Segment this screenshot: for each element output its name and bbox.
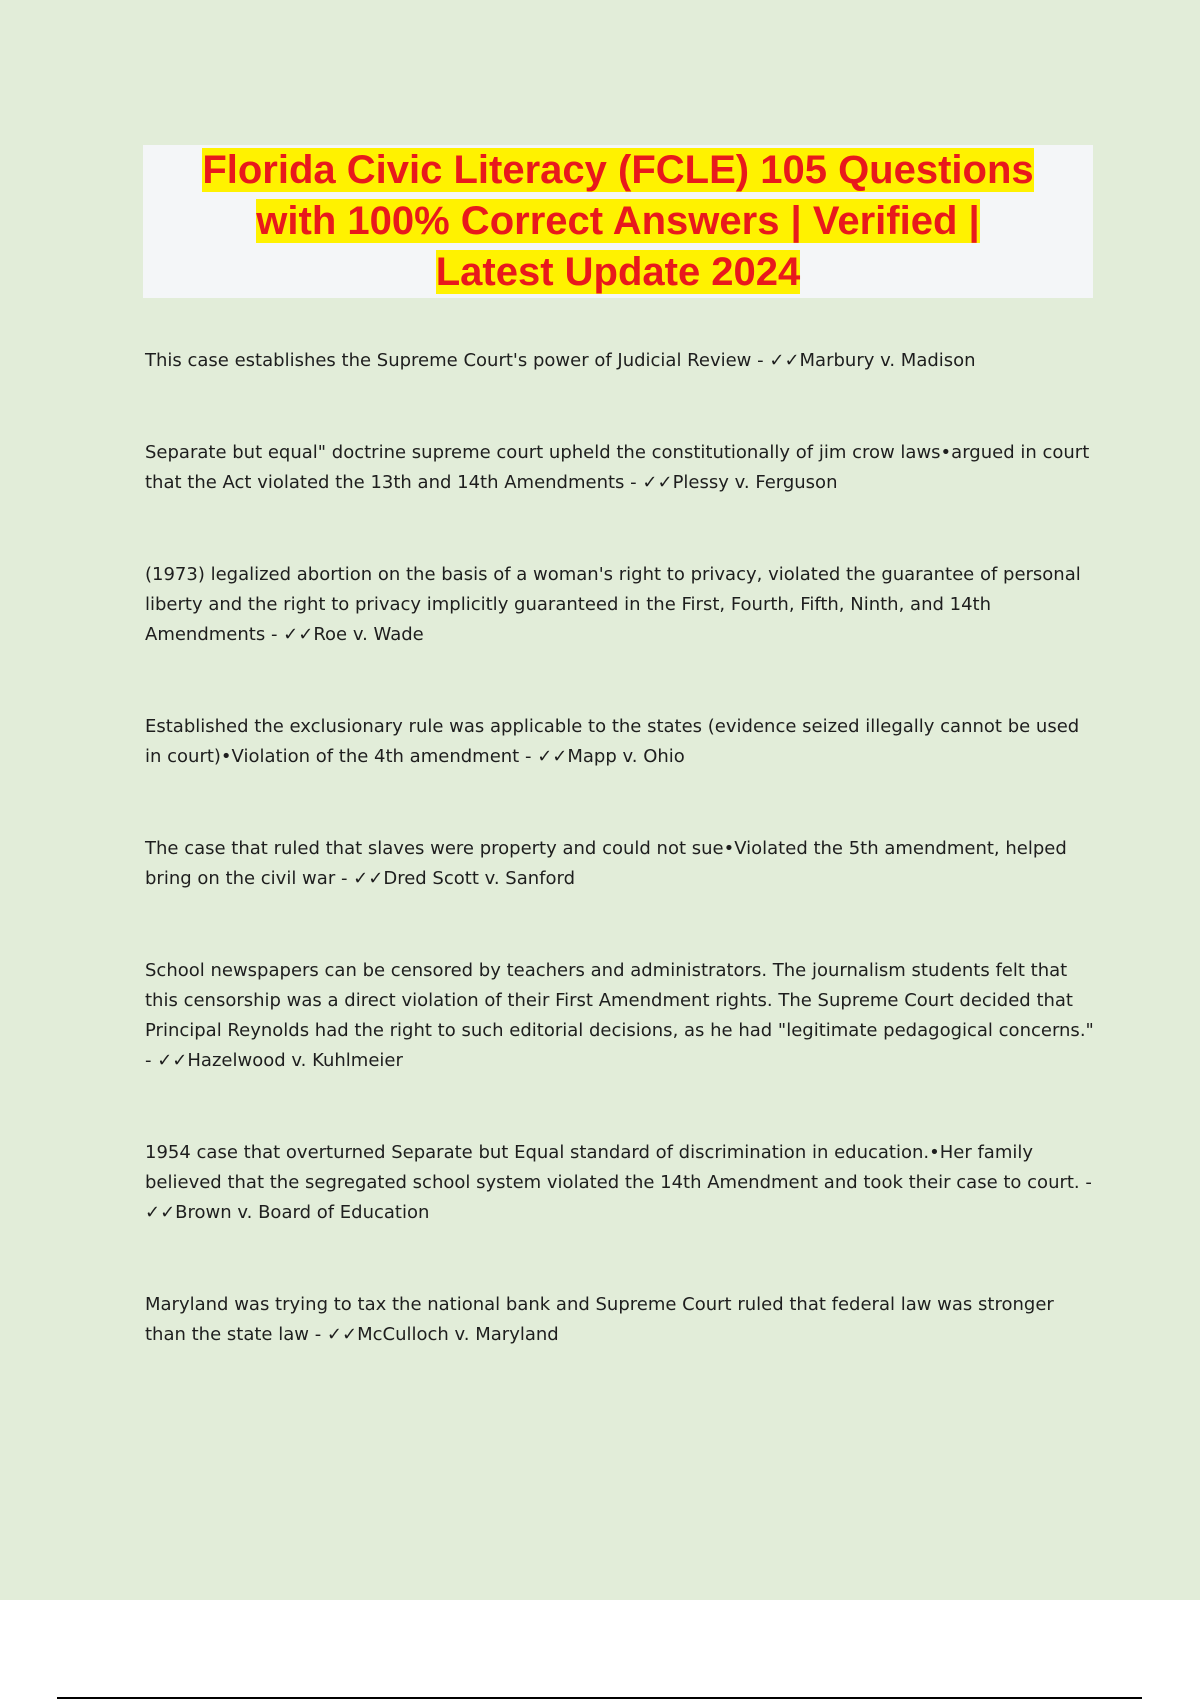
double-check-icon: ✓✓	[642, 472, 673, 493]
separator: -	[1079, 1172, 1092, 1193]
double-check-icon: ✓✓	[537, 746, 568, 767]
answer-text: McCulloch v. Maryland	[357, 1324, 559, 1345]
separator: -	[519, 746, 538, 767]
answer-text: Brown v. Board of Education	[175, 1202, 430, 1223]
double-check-icon: ✓✓	[353, 868, 384, 889]
separator: -	[335, 868, 354, 889]
answer-text: Mapp v. Ohio	[567, 746, 685, 767]
qa-entry	[145, 560, 1095, 650]
title-line: Latest Update 2024	[435, 250, 801, 294]
separator: -	[624, 472, 643, 493]
double-check-icon: ✓✓	[326, 1324, 358, 1345]
question-answer-list	[145, 346, 1095, 1350]
question-text: The case that ruled that slaves were property and could not sue•Violated the 5th amendment, helped bring on the civil war	[145, 838, 1067, 889]
double-check-icon: ✓✓	[769, 350, 800, 371]
document-title	[143, 145, 1093, 298]
qa-entry	[145, 438, 1095, 498]
question-text: Maryland was trying to tax the national bank and Supreme Court ruled that federal law was stronger than the state law	[145, 1294, 1054, 1345]
double-check-icon: ✓✓	[145, 1202, 176, 1223]
double-check-icon: ✓✓	[157, 1050, 188, 1071]
question-text: Established the exclusionary rule was applicable to the states (evidence seized illegally cannot be used in court)•Violation of the 4th amendment	[145, 716, 1080, 767]
question-text: Separate but equal" doctrine supreme court upheld the constitutionally of jim crow laws•argued in court that the Act violated the 13th and 14th Amendments	[145, 442, 1090, 493]
separator: -	[265, 624, 284, 645]
answer-text: Hazelwood v. Kuhlmeier	[187, 1050, 403, 1071]
qa-entry	[145, 956, 1095, 1076]
answer-text: Roe v. Wade	[313, 624, 424, 645]
title-line: Florida Civic Literacy (FCLE) 105 Questions	[202, 148, 1034, 192]
question-text: (1973) legalized abortion on the basis of a woman's right to privacy, violated the guarantee of personal liberty and the right to privacy implicitly guaranteed in the First, Fourth, Fifth, Ninth, and 14th Amendments	[145, 564, 1081, 645]
question-text: 1954 case that overturned Separate but Equal standard of discrimination in education.•Her family believed that the segregated school system violated the 14th Amendment and took their case to court.	[145, 1142, 1080, 1193]
separator: -	[145, 1050, 158, 1071]
qa-entry	[145, 834, 1095, 894]
question-text: This case establishes the Supreme Court's power of Judicial Review	[145, 350, 752, 371]
separator: -	[751, 350, 770, 371]
answer-text: Marbury v. Madison	[799, 350, 976, 371]
answer-text: Dred Scott v. Sanford	[383, 868, 576, 889]
qa-entry	[145, 1290, 1095, 1350]
qa-entry	[145, 712, 1095, 772]
question-text: School newspapers can be censored by teachers and administrators. The journalism students felt that this censorship was a direct violation of their First Amendment rights. The Supreme Court decided that Principal Reynolds had the right to such editorial decisions, as he had "legitimate pedagogical concerns."	[145, 960, 1094, 1041]
qa-entry	[145, 346, 1095, 376]
footer-rule	[57, 1697, 1142, 1699]
answer-text: Plessy v. Ferguson	[672, 472, 838, 493]
double-check-icon: ✓✓	[283, 624, 314, 645]
separator: -	[308, 1324, 327, 1345]
title-line: with 100% Correct Answers | Verified |	[256, 199, 980, 243]
qa-entry	[145, 1138, 1095, 1228]
